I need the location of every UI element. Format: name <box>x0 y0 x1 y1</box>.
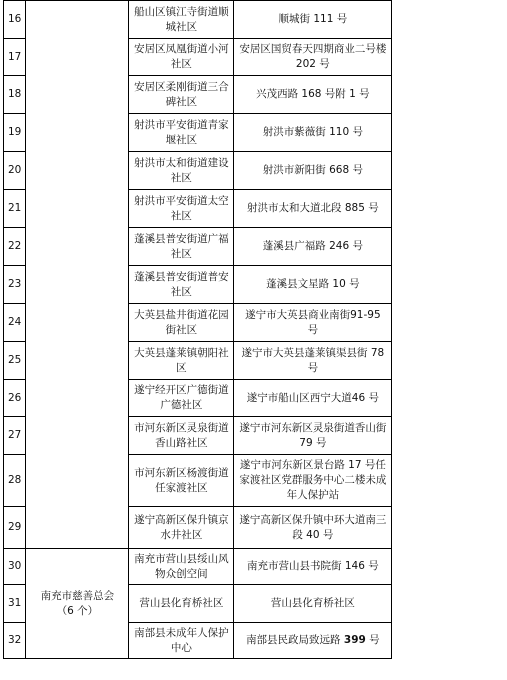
site-list-table <box>3 0 392 659</box>
row-number: 23 <box>4 266 26 304</box>
site-address: 营山县化育桥社区 <box>234 585 392 623</box>
site-address-number: 399 <box>343 634 366 646</box>
site-name: 蓬溪县普安街道普安社区 <box>129 266 234 304</box>
site-name: 安居区凤凰街道小河社区 <box>129 39 234 76</box>
site-address: 遂宁市船山区西宁大道46 号 <box>234 380 392 417</box>
site-name: 大英县盐井街道花园街社区 <box>129 304 234 342</box>
organization-cell-blank <box>26 1 129 549</box>
row-number: 25 <box>4 342 26 380</box>
organization-nanchong-charity <box>26 549 129 659</box>
site-address-suffix: 号 <box>365 634 380 646</box>
site-address <box>234 623 392 659</box>
site-address: 射洪市新阳街 668 号 <box>234 152 392 190</box>
site-address: 射洪市紫薇街 110 号 <box>234 114 392 152</box>
site-name: 射洪市平安街道青家堰社区 <box>129 114 234 152</box>
site-name: 遂宁经开区广德街道广德社区 <box>129 380 234 417</box>
site-address: 遂宁高新区保升镇中环大道南三段 40 号 <box>234 507 392 549</box>
row-number: 19 <box>4 114 26 152</box>
row-number: 16 <box>4 1 26 39</box>
site-name: 南充市营山县绥山风物众创空间 <box>129 549 234 585</box>
site-address: 遂宁市大英县蓬莱镇渠县街 78 号 <box>234 342 392 380</box>
row-number: 31 <box>4 585 26 623</box>
site-name: 南部县未成年人保护中心 <box>129 623 234 659</box>
site-address-main: 南部县民政局致远路 <box>246 634 344 646</box>
site-address: 顺城街 111 号 <box>234 1 392 39</box>
table-row <box>4 549 392 585</box>
row-number: 17 <box>4 39 26 76</box>
row-number: 24 <box>4 304 26 342</box>
row-number: 21 <box>4 190 26 228</box>
row-number: 27 <box>4 417 26 455</box>
table-row <box>4 1 392 39</box>
site-address: 射洪市太和大道北段 885 号 <box>234 190 392 228</box>
site-name: 营山县化育桥社区 <box>129 585 234 623</box>
site-address: 蓬溪县广福路 246 号 <box>234 228 392 266</box>
organization-name: 南充市慈善总会 <box>40 589 115 602</box>
row-number: 29 <box>4 507 26 549</box>
site-name: 市河东新区杨渡街道任家渡社区 <box>129 455 234 507</box>
site-name: 射洪市平安街道太空社区 <box>129 190 234 228</box>
row-number: 18 <box>4 76 26 114</box>
row-number: 20 <box>4 152 26 190</box>
site-address: 遂宁市大英县商业南街91-95 号 <box>234 304 392 342</box>
site-address: 遂宁市河东新区景台路 17 号任家渡社区党群服务中心二楼未成年人保护站 <box>234 455 392 507</box>
row-number: 26 <box>4 380 26 417</box>
organization-count: （6 个） <box>56 604 99 617</box>
site-name: 安居区柔刚街道三合碑社区 <box>129 76 234 114</box>
site-address: 遂宁市河东新区灵泉街道香山街 79 号 <box>234 417 392 455</box>
row-number: 32 <box>4 623 26 659</box>
site-name: 蓬溪县普安街道广福社区 <box>129 228 234 266</box>
site-name: 射洪市太和街道建设社区 <box>129 152 234 190</box>
row-number: 28 <box>4 455 26 507</box>
site-name: 大英县蓬莱镇朝阳社区 <box>129 342 234 380</box>
site-address: 蓬溪县文星路 10 号 <box>234 266 392 304</box>
site-address: 南充市营山县书院街 146 号 <box>234 549 392 585</box>
site-name: 船山区镇江寺街道顺城社区 <box>129 1 234 39</box>
table-body <box>4 1 392 659</box>
row-number: 30 <box>4 549 26 585</box>
site-address: 安居区国贸春天四期商业二号楼202 号 <box>234 39 392 76</box>
site-name: 市河东新区灵泉街道香山路社区 <box>129 417 234 455</box>
site-address: 兴茂西路 168 号附 1 号 <box>234 76 392 114</box>
site-name: 遂宁高新区保升镇京水井社区 <box>129 507 234 549</box>
row-number: 22 <box>4 228 26 266</box>
